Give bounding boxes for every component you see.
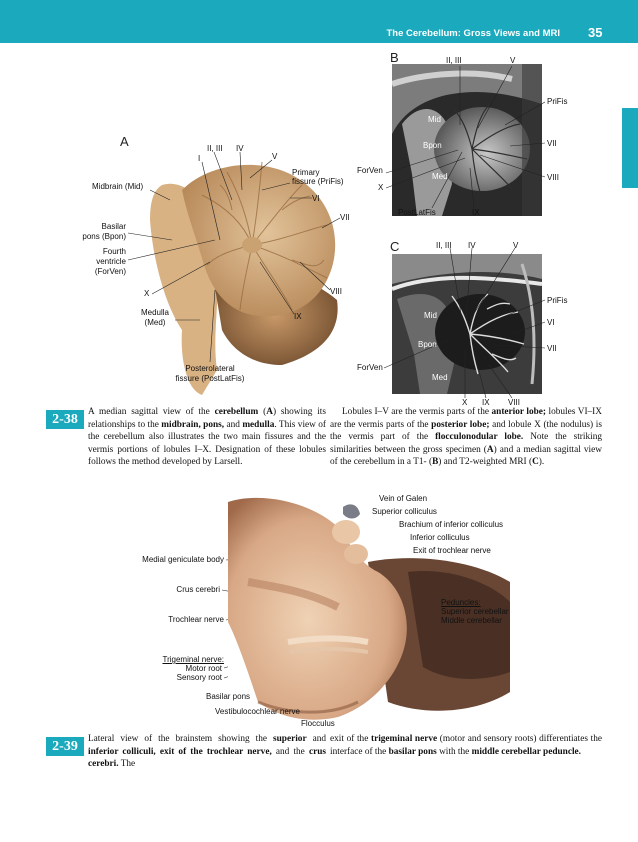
label-a-basilar-1: Basilar xyxy=(101,222,126,231)
label-sensory-root: Sensory root xyxy=(176,673,222,682)
label-inferior-colliculus: Inferior colliculus xyxy=(410,533,470,542)
label-c-Med: Med xyxy=(432,373,448,382)
label-b-Mid: Mid xyxy=(428,115,441,124)
caption-2-38-right: Lobules I–V are the vermis parts of the anterior lobe; lobules VI–IX are the vermis parts of the posterior lobe; and lobule X (the nodulus) is the vermis part of the flocculonodular lobe. Note the striking similarities between the gross specimen (A) and a median sagittal view of the cerebellum in a T1- (B) and T2-weighted MRI (C). xyxy=(330,407,602,468)
label-b-X: X xyxy=(378,183,384,192)
chapter-side-tab xyxy=(622,108,638,188)
label-medial-geniculate-body: Medial geniculate body xyxy=(142,555,224,564)
label-flocculus: Flocculus xyxy=(301,719,335,728)
t1-mri-sagittal-image xyxy=(392,64,542,216)
label-a-X: X xyxy=(144,289,150,298)
label-c-VI: VI xyxy=(547,318,555,327)
label-b-IX: IX xyxy=(472,208,480,217)
label-trigeminal-nerve-heading: Trigeminal nerve: xyxy=(162,655,224,664)
label-a-V: V xyxy=(272,152,278,161)
label-c-X: X xyxy=(462,398,468,407)
label-b-V: V xyxy=(510,56,516,65)
panel-letter-c: C xyxy=(390,239,400,254)
caption-2-38-left: A median sagittal view of the cerebellum (A) showing its relationships to the midbrain, pons, and medulla. This view of the cerebellum also illustrates the two main fissures and the vermis portions of lobules I–X. Designation of these lobules follows the method developed by Larsell. xyxy=(88,407,327,468)
label-a-fourth-3: (ForVen) xyxy=(94,267,126,276)
label-c-VIII: VIII xyxy=(508,398,521,407)
label-c-II-III: II, III xyxy=(436,241,452,250)
label-a-medulla-2: (Med) xyxy=(144,318,166,327)
label-superior-cerebellar: Superior cerebellar xyxy=(441,607,509,616)
label-c-Mid: Mid xyxy=(424,311,437,320)
label-a-VI: VI xyxy=(312,194,320,203)
label-a-VIII: VIII xyxy=(330,287,343,296)
label-b-PriFis: PriFis xyxy=(547,97,568,106)
label-c-VII: VII xyxy=(547,344,557,353)
label-b-VIII: VIII xyxy=(547,173,560,182)
running-title: The Cerebellum: Gross Views and MRI xyxy=(386,28,560,39)
label-b-Bpon: Bpon xyxy=(423,141,442,150)
label-crus-cerebri: Crus cerebri xyxy=(176,585,220,594)
label-c-IX: IX xyxy=(482,398,490,407)
label-a-IX: IX xyxy=(294,312,302,321)
label-superior-colliculus: Superior colliculus xyxy=(372,507,437,516)
label-a-medulla-1: Medulla xyxy=(140,308,169,317)
label-basilar-pons: Basilar pons xyxy=(206,692,251,701)
label-a-I: I xyxy=(198,154,201,163)
label-a-primary-fissure-1: Primary xyxy=(292,168,320,177)
label-a-fourth-1: Fourth xyxy=(102,247,126,256)
label-b-VII: VII xyxy=(547,139,557,148)
label-a-basilar-2: pons (Bpon) xyxy=(82,232,126,241)
label-a-VII: VII xyxy=(340,213,350,222)
label-b-Med: Med xyxy=(432,172,448,181)
label-c-PriFis: PriFis xyxy=(547,296,568,305)
label-a-midbrain: Midbrain (Mid) xyxy=(92,182,144,191)
label-c-Bpon: Bpon xyxy=(418,340,437,349)
label-c-V: V xyxy=(513,241,519,250)
t2-mri-sagittal-image xyxy=(392,254,542,394)
page-number: 35 xyxy=(588,25,603,40)
panel-letter-b: B xyxy=(390,50,399,65)
caption-2-39-right: exit of the trigeminal nerve (motor and sensory roots) differentiates the interface of the basilar pons with the middle cerebellar peduncle. xyxy=(330,734,602,757)
label-a-IV: IV xyxy=(236,144,244,153)
figure-number-2-39: 2-39 xyxy=(46,737,84,756)
label-a-primary-fissure-2: fissure (PriFis) xyxy=(292,177,344,186)
label-a-postlat-2: fissure (PostLatFis) xyxy=(175,374,245,383)
cerebellum-gross-specimen-image xyxy=(142,150,352,400)
label-b-ForVen: ForVen xyxy=(357,166,383,175)
label-peduncles-heading: Peduncles: xyxy=(441,598,481,607)
label-c-ForVen: ForVen xyxy=(357,363,383,372)
label-a-II-III: II, III xyxy=(207,144,223,153)
label-c-IV: IV xyxy=(468,241,476,250)
label-middle-cerebellar: Middle cerebellar xyxy=(441,616,502,625)
label-a-postlat-1: Posterolateral xyxy=(185,364,235,373)
label-brachium-inferior-colliculus: Brachium of inferior colliculus xyxy=(399,520,504,529)
panel-letter-a: A xyxy=(120,134,129,149)
label-motor-root: Motor root xyxy=(185,664,222,673)
label-b-II-III: II, III xyxy=(446,56,462,65)
label-vestibulocochlear-nerve: Vestibulocochlear nerve xyxy=(215,707,300,716)
label-b-PostLatFis: PostLatFis xyxy=(398,208,436,217)
label-exit-trochlear-nerve: Exit of trochlear nerve xyxy=(413,546,491,555)
label-a-fourth-2: ventricle xyxy=(96,257,126,266)
caption-2-39-left: Lateral view of the brainstem showing the superior and inferior colliculi, exit of the trochlear nerve, and the crus cerebri. The xyxy=(88,734,326,770)
label-trochlear-nerve: Trochlear nerve xyxy=(168,615,224,624)
label-vein-of-galen: Vein of Galen xyxy=(379,494,428,503)
figure-number-2-38: 2-38 xyxy=(46,410,84,429)
